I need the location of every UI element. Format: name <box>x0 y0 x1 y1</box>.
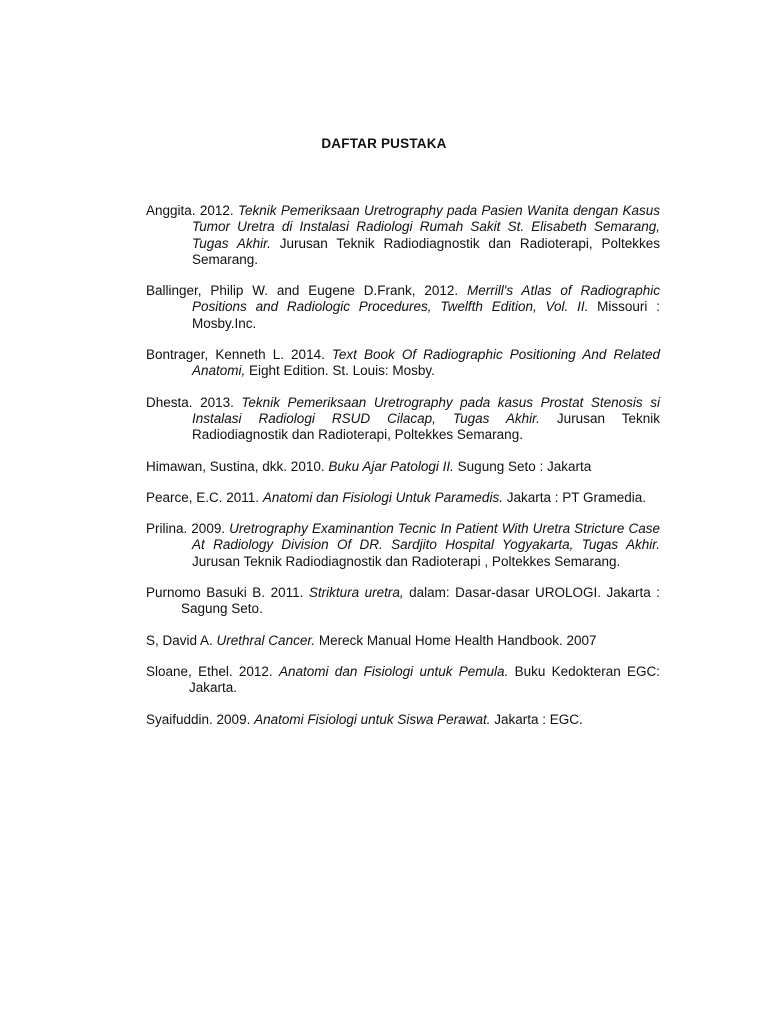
reference-item <box>146 521 660 570</box>
reference-title: Teknik Pemeriksaan Uretrography pada kasus Prostat Stenosis si Instalasi Radiologi RSUD Cilacap, Tugas Akhir. <box>192 394 660 426</box>
reference-author-year: Purnomo Basuki B. 2011. <box>146 585 309 601</box>
reference-item <box>146 664 660 697</box>
reference-publisher: Eight Edition. St. Louis: Mosby. <box>245 363 435 379</box>
reference-title: Urethral Cancer. <box>216 632 316 648</box>
reference-publisher: Jurusan Teknik Radiodiagnostik dan Radioterapi , Poltekkes Semarang. <box>192 553 621 569</box>
reference-publisher: Jakarta : PT Gramedia. <box>502 489 647 505</box>
reference-author-year: Pearce, E.C. 2011. <box>146 489 263 505</box>
reference-author-year: Syaifuddin. 2009. <box>146 711 255 727</box>
reference-title: Anatomi dan Fisiologi Untuk Paramedis. <box>262 489 503 505</box>
reference-author-year: Bontrager, Kenneth L. 2014. <box>146 347 332 363</box>
reference-author-year: Prilina. 2009. <box>146 521 230 537</box>
reference-author-year: Anggita. 2012. <box>146 203 238 218</box>
reference-title: Buku Ajar Patologi II. <box>328 458 454 474</box>
reference-title: Anatomi dan Fisiologi untuk Pemula. <box>278 663 509 679</box>
reference-item <box>146 283 660 332</box>
reference-publisher: Jurusan Teknik Radiodiagnostik dan Radioterapi, Poltekkes Semarang. <box>192 410 660 443</box>
reference-title: Striktura uretra, <box>308 585 404 601</box>
reference-item <box>146 347 660 380</box>
reference-author-year: Dhesta. 2013. <box>146 394 242 410</box>
reference-publisher: Jakarta : EGC. <box>490 711 583 727</box>
reference-list <box>146 203 660 743</box>
reference-publisher: Sugung Seto : Jakarta <box>453 458 592 474</box>
reference-author-year: Ballinger, Philip W. and Eugene D.Frank, 2012. <box>146 283 467 299</box>
reference-item <box>146 459 660 475</box>
reference-publisher: Buku Kedokteran EGC: Jakarta. <box>189 663 661 696</box>
reference-title: Text Book Of Radiographic Positioning And Related Anatomi, <box>192 347 660 379</box>
reference-item <box>146 633 660 649</box>
reference-publisher: Missouri : Mosby.Inc. <box>192 299 660 331</box>
reference-author-year: Himawan, Sustina, dkk. 2010. <box>146 458 329 474</box>
reference-author-year: S, David A. <box>146 632 217 648</box>
reference-item <box>146 395 660 444</box>
reference-item <box>146 585 660 618</box>
reference-publisher: Mereck Manual Home Health Handbook. 2007 <box>315 632 597 648</box>
reference-publisher: dalam: Dasar-dasar UROLOGI. Jakarta : Sagung Seto. <box>181 585 661 617</box>
reference-author-year: Sloane, Ethel. 2012. <box>146 663 279 679</box>
reference-publisher: Jurusan Teknik Radiodiagnostik dan Radioterapi, Poltekkes Semarang. <box>192 235 660 267</box>
reference-title: Uretrography Examinantion Tecnic In Patient With Uretra Stricture Case At Radiology Division Of DR. Sardjito Hospital Yogyakarta, Tugas Akhir. <box>192 521 660 553</box>
reference-item <box>146 490 660 506</box>
page-title: DAFTAR PUSTAKA <box>321 136 447 151</box>
reference-title: Anatomi Fisiologi untuk Siswa Perawat. <box>254 711 491 727</box>
reference-title: Merrill's Atlas of Radiographic Positions and Radiologic Procedures, Twelfth Edition, Vol. II. <box>192 283 660 315</box>
reference-title: Teknik Pemeriksaan Uretrography pada Pasien Wanita dengan Kasus Tumor Uretra di Instalasi Radiologi Rumah Sakit St. Elisabeth Semarang, Tugas Akhir. <box>192 203 661 251</box>
reference-item <box>146 712 660 728</box>
reference-item <box>146 203 660 268</box>
